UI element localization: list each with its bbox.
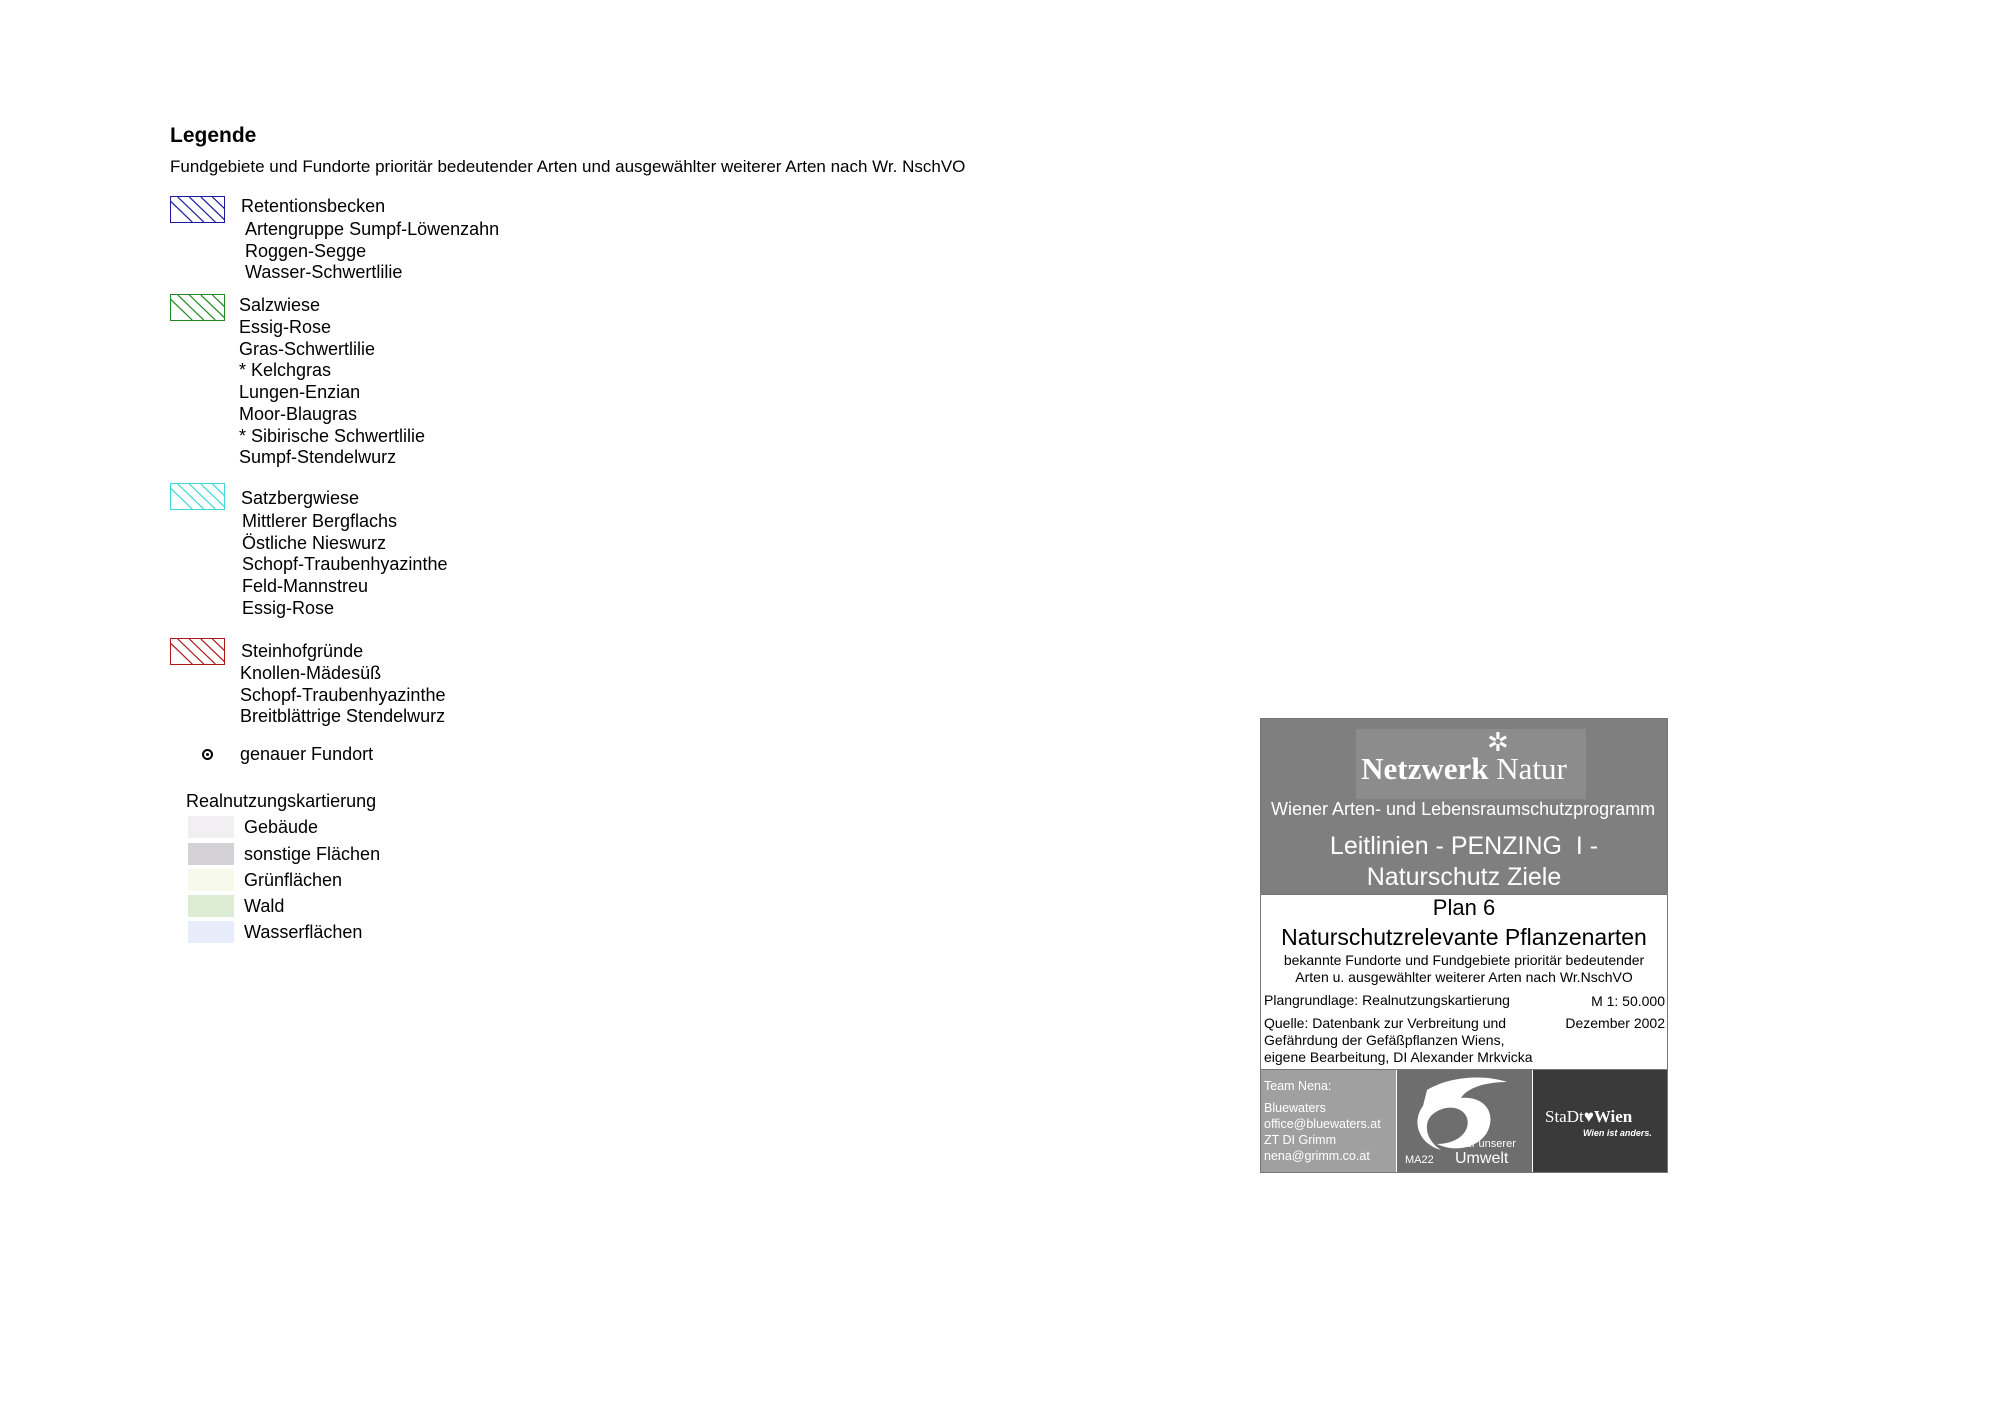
plan-number: Plan 6 xyxy=(1432,895,1496,920)
plan-source xyxy=(1264,1015,1532,1066)
species-item: Lungen-Enzian xyxy=(239,382,361,403)
species-item: Schopf-Traubenhyazinthe xyxy=(240,684,446,705)
logo-text-natur: Natur xyxy=(1496,751,1567,786)
legend-title: Legende xyxy=(170,124,257,147)
species-item: Schopf-Traubenhyazinthe xyxy=(242,554,448,575)
color-swatch xyxy=(188,843,234,865)
program-name: Wiener Arten- und Lebensraumschutzprogramm xyxy=(1271,799,1656,819)
species-item: Roggen-Segge xyxy=(245,240,367,261)
species-item: Östliche Nieswurz xyxy=(242,532,387,553)
team-contacts xyxy=(1261,1070,1396,1173)
species-list-retentionsbecken xyxy=(245,219,499,284)
source-line: eigene Bearbeitung, DI Alexander Mrkvicka xyxy=(1264,1049,1533,1065)
description-line: bekannte Fundorte und Fundgebiete prioritär bedeutender xyxy=(1283,952,1645,968)
species-item: Wasser-Schwertlilie xyxy=(245,262,403,283)
team-line: office@bluewaters.at xyxy=(1264,1117,1381,1131)
ma22-tagline-1: Für unserer xyxy=(1459,1138,1516,1150)
wordmark-stadt: StaDt xyxy=(1545,1107,1584,1126)
species-item: Breitblättrige Stendelwurz xyxy=(240,706,446,727)
stadt-wien-tagline: Wien ist anders. xyxy=(1583,1128,1652,1138)
wordmark-wien: Wien xyxy=(1593,1107,1633,1126)
plan-heading-line-1: Leitlinien - PENZING I - xyxy=(1329,832,1599,860)
plan-basis: Plangrundlage: Realnutzungskartierung xyxy=(1264,992,1510,1008)
group-name-salzwiese: Salzwiese xyxy=(239,295,321,315)
color-swatch xyxy=(188,895,234,917)
team-label: Team Nena: xyxy=(1264,1079,1332,1093)
point-marker-icon xyxy=(202,749,213,760)
landuse-label: Wald xyxy=(244,896,285,916)
coat-of-arms-icon: ♥ xyxy=(1583,1107,1594,1126)
group-name-retentionsbecken: Retentionsbecken xyxy=(241,196,386,216)
plan-heading-line-2: Naturschutz Ziele xyxy=(1366,863,1562,891)
species-list-salzwiese xyxy=(239,317,425,469)
species-item: Essig-Rose xyxy=(242,597,335,618)
hatch-swatch-retentionsbecken xyxy=(170,196,225,223)
ma22-label: MA22 xyxy=(1405,1154,1434,1166)
species-item: Mittlerer Bergflachs xyxy=(242,511,398,531)
ma22-logo xyxy=(1397,1070,1532,1173)
species-item: Feld-Mannstreu xyxy=(242,576,369,597)
color-swatch xyxy=(188,869,234,891)
title-block-info xyxy=(1261,894,1667,1070)
hatch-swatch-satzbergwiese xyxy=(170,483,225,510)
team-line: ZT DI Grimm xyxy=(1264,1133,1336,1147)
species-item: Moor-Blaugras xyxy=(239,403,358,424)
plan-title: Naturschutzrelevante Pflanzenarten xyxy=(1281,924,1647,950)
species-item: Artengruppe Sumpf-Löwenzahn xyxy=(245,219,500,239)
landuse-label: sonstige Flächen xyxy=(244,844,381,864)
species-item: Knollen-Mädesüß xyxy=(240,663,382,683)
hatch-swatch-salzwiese xyxy=(170,294,225,321)
fundort-label: genauer Fundort xyxy=(240,744,374,764)
source-line: Quelle: Datenbank zur Verbreitung und xyxy=(1264,1015,1507,1031)
title-block xyxy=(1260,718,1668,1173)
ma22-tagline-2: Umwelt xyxy=(1455,1150,1509,1167)
landuse-label: Gebäude xyxy=(244,817,319,837)
landuse-title: Realnutzungskartierung xyxy=(186,791,377,811)
logo-text-netzwerk: Netzwerk xyxy=(1361,751,1489,786)
species-item: Essig-Rose xyxy=(239,317,332,337)
person-star-icon: ✲ xyxy=(1487,727,1509,757)
landuse-label: Grünflächen xyxy=(244,870,343,890)
stadt-wien-wordmark xyxy=(1545,1107,1632,1127)
plan-scale: M 1: 50.000 xyxy=(1591,993,1665,1009)
landuse-label: Wasserflächen xyxy=(244,922,363,942)
team-line: Bluewaters xyxy=(1264,1101,1326,1115)
stadt-wien-logo xyxy=(1533,1070,1667,1173)
species-list-satzbergwiese xyxy=(242,511,447,620)
species-list-steinhofgruende xyxy=(240,663,445,728)
species-item: * Kelchgras xyxy=(239,360,332,381)
plan-date: Dezember 2002 xyxy=(1565,1015,1665,1031)
color-swatch xyxy=(188,816,234,838)
title-block-header xyxy=(1261,719,1667,894)
species-item: Gras-Schwertlilie xyxy=(239,338,376,359)
plan-description xyxy=(1261,952,1667,986)
plan-heading xyxy=(1261,831,1667,893)
description-line: Arten u. ausgewählter weiterer Arten nach Wr.NschVO xyxy=(1295,969,1633,985)
title-block-footer xyxy=(1261,1069,1667,1173)
group-name-satzbergwiese: Satzbergwiese xyxy=(241,488,360,508)
species-item: * Sibirische Schwertlilie xyxy=(239,425,426,446)
group-name-steinhofgruende: Steinhofgründe xyxy=(241,641,364,661)
species-item: Sumpf-Stendelwurz xyxy=(239,447,397,468)
hatch-swatch-steinhofgruende xyxy=(170,638,225,665)
color-swatch xyxy=(188,921,234,943)
logo-text xyxy=(1261,751,1667,787)
team-line: nena@grimm.co.at xyxy=(1264,1149,1370,1163)
source-line: Gefährdung der Gefäßpflanzen Wiens, xyxy=(1264,1032,1505,1048)
legend-subtitle: Fundgebiete und Fundorte prioritär bedeutender Arten und ausgewählter weiterer Arten nach Wr. NschVO xyxy=(170,157,966,176)
